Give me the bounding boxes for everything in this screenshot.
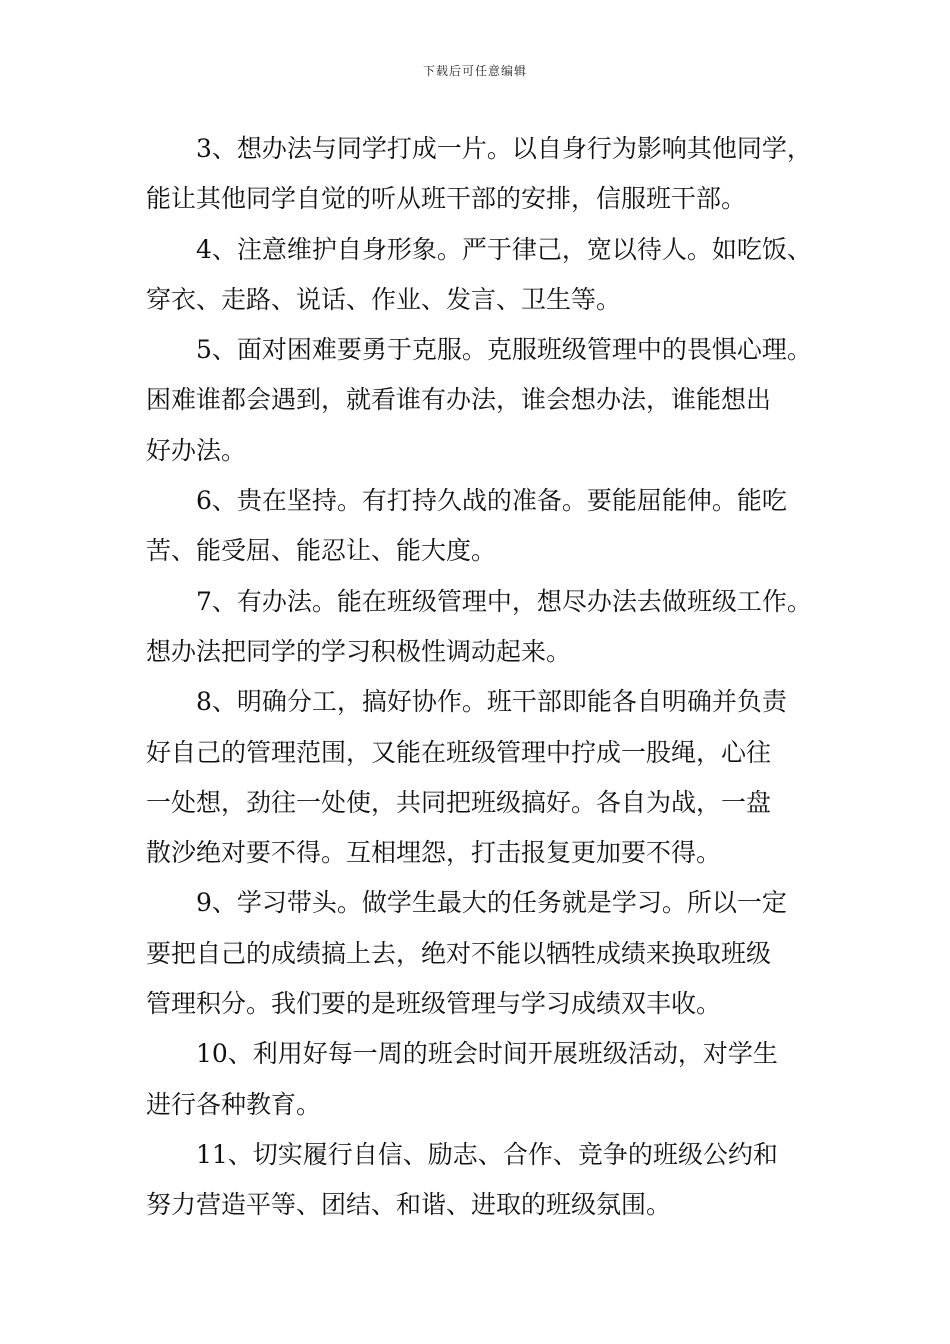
paragraph-line: 散沙绝对要不得。互相埋怨，打击报复更加要不得。: [146, 838, 722, 868]
paragraph-7: [146, 577, 810, 678]
paragraph-4: [146, 225, 810, 326]
paragraph-line: 10、利用好每一周的班会时间开展班级活动，对学生: [196, 1039, 778, 1069]
paragraph-line: 好自己的管理范围，又能在班级管理中拧成一股绳，心往: [146, 737, 772, 767]
paragraph-line: 穿衣、走路、说话、作业、发言、卫生等。: [146, 284, 622, 314]
paragraph-line: 3、想办法与同学打成一片。以自身行为影响其他同学，: [196, 134, 812, 163]
paragraph-3: [146, 124, 810, 225]
paragraph-line: 要把自己的成绩搞上去，绝对不能以牺牲成绩来换取班级: [146, 938, 772, 968]
paragraph-line: 困难谁都会遇到，就看谁有办法，谁会想办法，谁能想出: [146, 385, 772, 415]
paragraph-line: 好办法。: [146, 435, 247, 465]
paragraph-line: 管理积分。我们要的是班级管理与学习成绩双丰收。: [146, 989, 722, 1019]
paragraph-9: [146, 878, 810, 1029]
paragraph-11: [146, 1130, 810, 1231]
page-header: 下载后可任意编辑: [422, 64, 527, 78]
paragraph-line: 5、面对困难要勇于克服。克服班级管理中的畏惧心理。: [196, 335, 812, 365]
paragraph-line: 能让其他同学自觉的听从班干部的安排，信服班干部。: [146, 184, 747, 214]
paragraph-line: 9、学习带头。做学生最大的任务就是学习。所以一定: [196, 888, 787, 918]
document-body: [146, 124, 810, 1231]
paragraph-8: [146, 677, 810, 878]
paragraph-line: 努力营造平等、团结、和谐、进取的班级氛围。: [146, 1190, 672, 1220]
paragraph-line: 进行各种教育。: [146, 1089, 322, 1119]
paragraph-line: 4、注意维护自身形象。严于律己，宽以待人。如吃饭、: [196, 234, 812, 264]
paragraph-line: 想办法把同学的学习积极性调动起来。: [146, 636, 572, 666]
paragraph-line: 苦、能受屈、能忍让、能大度。: [146, 536, 497, 566]
paragraph-6: [146, 476, 810, 577]
paragraph-line: 一处想，劲往一处使，共同把班级搞好。各自为战，一盘: [146, 787, 772, 817]
paragraph-line: 8、明确分工，搞好协作。班干部即能各自明确并负责: [196, 687, 787, 717]
paragraph-10: [146, 1029, 810, 1130]
paragraph-line: 7、有办法。能在班级管理中，想尽办法去做班级工作。: [196, 586, 812, 616]
paragraph-line: 6、贵在坚持。有打持久战的准备。要能屈能伸。能吃: [196, 486, 787, 516]
paragraph-line: 11、切实履行自信、励志、合作、竞争的班级公约和: [196, 1139, 778, 1169]
paragraph-5: [146, 325, 810, 476]
